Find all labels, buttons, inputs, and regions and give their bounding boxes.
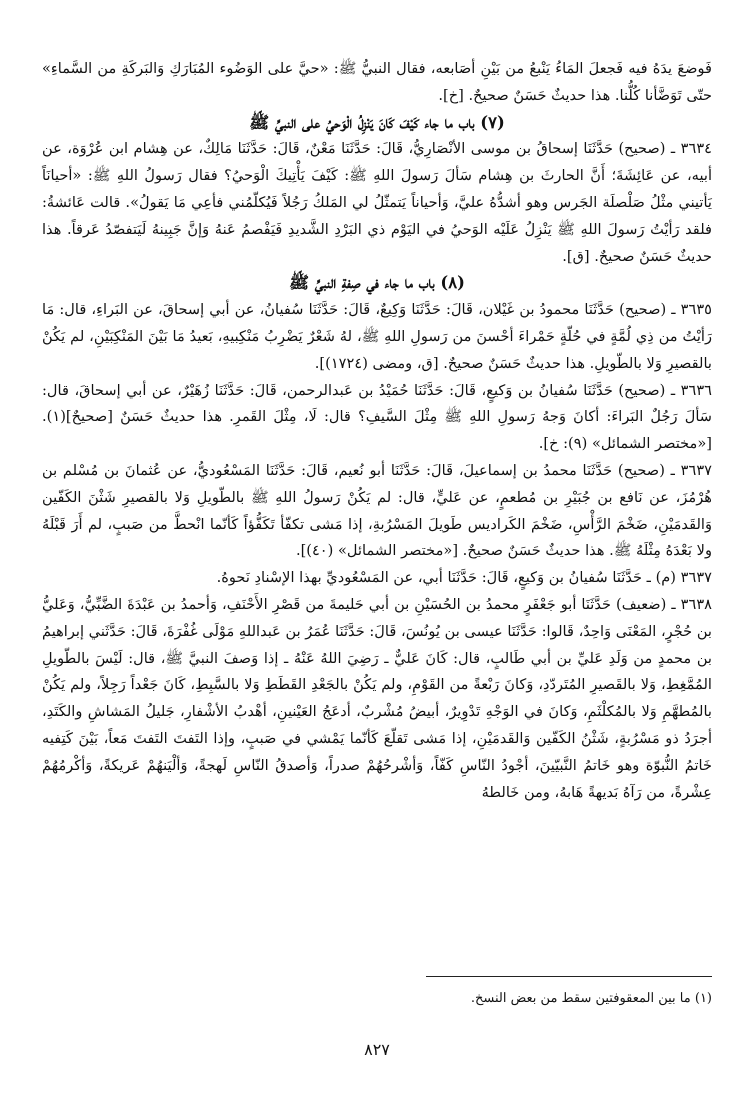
footnote-divider — [426, 976, 712, 977]
hadith-3635: ٣٦٣٥ ـ (صحيح) حَدَّثَنَا محمودُ بن غَيْلان، قَالَ: حَدَّثَنَا وَكِيعٌ، قَالَ: حَدَّثَنَا سُفيانُ، عن أبي إسحاقَ، عن البَراءِ، قال: مَا رَأيْتُ من ذِي لُمَّةٍ في حُلّةٍ حَمْراءَ أحْسنَ من رَسولِ اللهِ ﷺ، لهُ شَعْرٌ يَضْرِبُ مَنْكِبيهِ، بَعيدُ مَا بَيْنَ المَنْكِبَيْنِ، لم يَكُنْ بالقصيرِ وَلا بالطّويلِ. هذا حديثٌ حَسَنٌ صحيحٌ. [ق، ومضى (١٧٢٤)]. — [42, 301, 712, 372]
hadith-3637: ٣٦٣٧ ـ (صحيح) حَدَّثَنَا محمدُ بن إسماعيلَ، قَالَ: حَدَّثَنَا أبو نُعيم، قَالَ: حَدَّثَنَا المَسْعُوديُّ، عن عُثمانَ بن مُسْلم بن هُرْمُزَ، عن نَافع بن جُبَيْرِ بن مُطعمٍ، عن عَليٍّ، قال: لم يَكُنْ رَسولُ اللهِ ﷺ بالطّويلِ وَلا بالقصيرِ شَثْنَ الكَفّين وَالقَدمَيْنِ، ضَخْمَ الرَّأْسِ، ضَخْمَ الكَراديس طَويلَ المَسْرُبةِ، إذا مَشى تكفّأ تَكَفُّؤاً كَأنّما انْحطَّ من صَببٍ، لم أَرَ قَبْلَهُ ولا بَعْدَهُ مِثْلَهُ ﷺ. هذا حديثٌ حَسَنٌ صحيحٌ. [«مختصر الشمائل» (٤٠)]. — [42, 461, 712, 560]
hadith-3636: ٣٦٣٦ ـ (صحيح) حَدَّثَنَا سُفيانُ بن وَكيعٍ، قَالَ: حَدَّثَنَا حُمَيْدُ بن عَبدالرحمن، قَالَ: حَدَّثَنَا زُهَيْرٌ، عن أبي إسحاقَ، قال: سَألَ رَجُلٌ البَراءَ: أكانَ وَجهُ رَسولِ اللهِ ﷺ مِثْلَ السَّيفِ؟ قال: لَا، مِثْلَ القَمرِ. هذا حديثٌ حَسَنٌ [صحيحٌ](١). [«مختصر الشمائل» (٩): خ]. — [42, 381, 712, 453]
chapter-heading-7: (٧) باب ما جاء كَيْفَ كَانَ يَنْزِلُ الْوَحيُ على النبيِّ ﷺ — [249, 112, 505, 132]
continued-hadith-text: فَوضعَ يدَهُ فيه فَجعلَ المَاءُ يَنْبعُ من بَيْنِ أصَابعه، فقال النبيُّ ﷺ: «حيَّ على الوَضُوء المُبَارَكِ وَالبَركَةِ من السَّماءِ» حتّى تَوَضَّأنا كُلُّنا. هذا حديثٌ حَسَنٌ صحيحٌ. [خ]. — [42, 60, 712, 104]
hadith-3634: ٣٦٣٤ ـ (صحيح) حَدَّثَنَا إسحاقُ بن موسى الأنْصَارِيُّ، قَالَ: حَدَّثَنَا مَعْنٌ، قَالَ: حَدَّثَنَا مَالِكٌ، عن هِشام ابن عُرْوَة، عن أبيه، عن عَائِشَةَ؛ أَنَّ الحارثَ بن هِشام سَألَ رَسولَ اللهِ ﷺ: كَيْفَ يَأْتِيكَ الْوَحيُ؟ فقال رَسولُ اللهِ ﷺ: «أحيانَاً يَأتيني مثْلُ صَلْصلَة الجَرس وهو أشدُّهُ عليَّ، وَأحياناً يَتمثّلُ لي المَلكُ رَجُلاً فَيُكلّمُني فأعِي مَا يَقولُ». قالت عَائشةُ: فلقد رَأيْتُ رَسولَ اللهِ ﷺ يَنْزِلُ عَلَيْه الوَحيُ في اليَوْم ذي البَرْدِ الشَّديدِ فَيَفْصمُ عَنهُ وَإنَّ جَبِينهُ لَيَتفصّدُ عَرقاً. هذا حديثٌ حَسَنٌ صحيحٌ. [ق]. — [42, 140, 712, 265]
hadith-3637-m: ٣٦٣٧ (م) ـ حَدَّثَنَا سُفيانُ بن وَكيعٍ، قَالَ: حَدَّثَنَا أبي، عن المَسْعُوديِّ بهذا الإسْنادِ نَحوهُ. — [216, 569, 712, 587]
main-text — [42, 56, 712, 806]
footnote: (١) ما بين المعقوفتين سقط من بعض النسخ. — [470, 991, 712, 1006]
page-number: ٨٢٧ — [364, 1040, 390, 1059]
hadith-3638: ٣٦٣٨ ـ (ضعيف) حَدَّثَنَا أبو جَعْفَرٍ محمدُ بن الحُسَيْنِ بن أبي حَليمةَ من قَصْرِ الأَحْنَفِ، وَأحمدُ بن عَبْدَةَ الضَّبِّيُّ، وَعَليُّ بن حُجْرٍ، المَعْنَى وَاحِدٌ، قَالوا: حَدَّثَنَا عيسى بن يُونُسَ، قَالَ: حَدَّثَنَا عُمَرُ بن عَبداللهِ مَوْلَى غُفْرَةَ، قَالَ: حَدَّثَني إبراهيمُ بن محمدٍ من وَلَدِ عَليِّ بن أبي طَالبٍ، قال: كَانَ عَليٌّ ـ رَضِيَ اللهُ عَنْهُ ـ إذا وَصفَ النبيَّ ﷺ، قال: لَيْسَ بالطّويلِ المُمَّغِطِ، وَلا بالقَصيرِ المُتَردّدِ، وَكانَ رَبْعةً من القَوْمِ، ولم يَكُنْ بالجَعْدِ القَطَطِ وَلا بالسَّبِطِ، كَانَ جَعْداً رَجِلاً، ولم يَكُنْ بالمُطهَّمِ وَلا بالمُكلْثَمِ، وَكانَ في الوَجْهِ تَدْوِيرٌ، أبيضُ مُشْربٌ، أدعَجُ العَيْنينِ، أهْدبُ الأشْفارِ، جَليلُ المَشاشِ والكَتَدِ، أجرَدُ ذو مَسْرُبةٍ، شَثْنُ الكَفّين وَالقَدمَيْنِ، إذا مَشى تَقلّعَ كَأنّما يَمْشي في صَببٍ، وإذا التَفتَ التَفتَ مَعاً، بَيْنَ كَتِفيه خَاتمُ النُّبوّة وهو خَاتمُ النَّبيّينَ، أجْودُ النّاسِ كَفّاً، وَأشْرحُهُمْ صدراً، وَأصدقُ النّاسِ لَهجةً، وَألْيَنهُمْ عَريكةً، وَأكْرمُهُمْ عِشْرةً، من رَآهُ بَديهةً هَابهُ، ومن خَالطهُ — [42, 595, 712, 801]
chapter-heading-8: (٨) باب ما جاء في صِفةِ النبيِّ ﷺ — [289, 273, 465, 293]
